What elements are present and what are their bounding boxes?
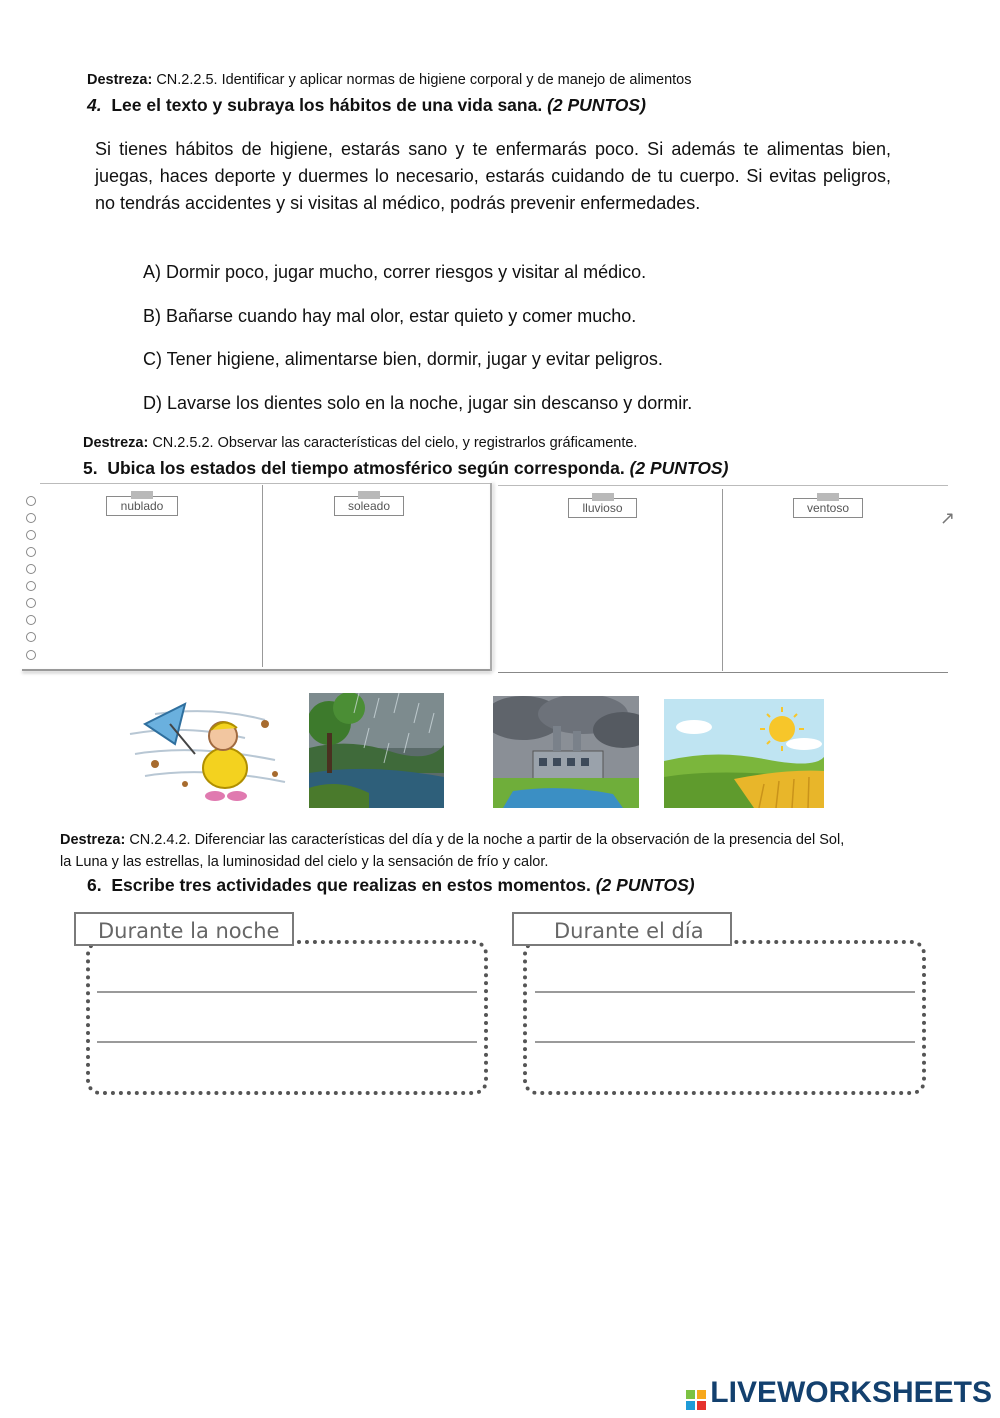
- question-6-text: Escribe tres actividades que realizas en estos momentos.: [111, 875, 591, 895]
- notebook-ring: [26, 650, 36, 660]
- liveworksheets-logo-text: LIVEWORKSHEETS: [710, 1376, 992, 1409]
- label-nublado[interactable]: nublado: [106, 496, 178, 516]
- question-4-text: Lee el texto y subraya los hábitos de una vida sana.: [111, 95, 543, 115]
- skill-4-text: CN.2.2.5. Identificar y aplicar normas de higiene corporal y de manejo de alimentos: [156, 72, 692, 88]
- question-5-points: (2 PUNTOS): [629, 458, 729, 478]
- day-answer-line-1[interactable]: [535, 991, 915, 993]
- label-soleado[interactable]: soleado: [334, 496, 404, 516]
- question-6-number: 6.: [87, 875, 102, 895]
- notebook-ring: [26, 632, 36, 642]
- cloudy-image[interactable]: [493, 696, 639, 808]
- question-5-text: Ubica los estados del tiempo atmosférico según corresponda.: [107, 458, 625, 478]
- question-5: [83, 458, 728, 479]
- sunny-image[interactable]: [664, 699, 824, 808]
- notebook-ring: [26, 581, 36, 591]
- question-4-number: 4.: [87, 95, 102, 115]
- skill-5: [83, 435, 637, 451]
- day-activities-box: [523, 940, 926, 1095]
- notebook-ring: [26, 496, 36, 506]
- notebook-ring: [26, 513, 36, 523]
- skill-4: [87, 72, 691, 88]
- night-answer-line-1[interactable]: [97, 991, 477, 993]
- notebook-ring: [26, 598, 36, 608]
- question-6-points: (2 PUNTOS): [595, 875, 695, 895]
- rainy-image[interactable]: [309, 693, 444, 808]
- weather-panel-left: [22, 483, 492, 673]
- skill-6: [60, 829, 980, 873]
- option-b[interactable]: B) Bañarse cuando hay mal olor, estar quieto y comer mucho.: [143, 306, 637, 326]
- label-ventoso[interactable]: ventoso: [793, 498, 863, 518]
- question-4: [87, 95, 646, 116]
- night-label: Durante la noche: [74, 912, 294, 946]
- night-answer-line-2[interactable]: [97, 1041, 477, 1043]
- weather-panel-right: [498, 485, 948, 675]
- windy-image[interactable]: [125, 694, 290, 806]
- question-6: [87, 875, 695, 896]
- liveworksheets-logo-icon: [686, 1384, 706, 1404]
- night-activities-box: [86, 940, 488, 1095]
- option-d[interactable]: D) Lavarse los dientes solo en la noche, jugar sin descanso y dormir.: [143, 393, 693, 413]
- question-5-number: 5.: [83, 458, 98, 478]
- option-c[interactable]: C) Tener higiene, alimentarse bien, dormir, jugar y evitar peligros.: [143, 349, 663, 369]
- notebook-ring: [26, 615, 36, 625]
- curl-icon: ↗: [940, 508, 956, 528]
- day-answer-line-2[interactable]: [535, 1041, 915, 1043]
- notebook-ring: [26, 530, 36, 540]
- skill-6-label: Destreza:: [60, 832, 126, 848]
- skill-4-label: Destreza:: [87, 72, 153, 88]
- skill-6-text-line2: la Luna y las estrellas, la luminosidad del cielo y la sensación de frío y calor.: [60, 854, 549, 870]
- skill-5-label: Destreza:: [83, 435, 149, 451]
- option-a[interactable]: A) Dormir poco, jugar mucho, correr riesgos y visitar al médico.: [143, 262, 647, 282]
- notebook-ring: [26, 564, 36, 574]
- liveworksheets-logo: [686, 1376, 992, 1410]
- day-label: Durante el día: [512, 912, 732, 946]
- question-4-points: (2 PUNTOS): [547, 95, 646, 115]
- skill-5-text: CN.2.5.2. Observar las características del cielo, y registrarlos gráficamente.: [152, 435, 638, 451]
- notebook-ring: [26, 547, 36, 557]
- skill-6-text-line1: CN.2.4.2. Diferenciar las características del día y de la noche a partir de la observación de la presencia del Sol,: [129, 832, 845, 848]
- reading-paragraph: Si tienes hábitos de higiene, estarás sano y te enfermarás poco. Si además te alimentas bien, juegas, haces deporte y duermes lo necesario, estarás cuidando de tu cuerpo. Si evitas peligros, no tendrás accidentes y si visitas al médico, podrás prevenir enfermedades.: [95, 139, 891, 213]
- label-lluvioso[interactable]: lluvioso: [568, 498, 637, 518]
